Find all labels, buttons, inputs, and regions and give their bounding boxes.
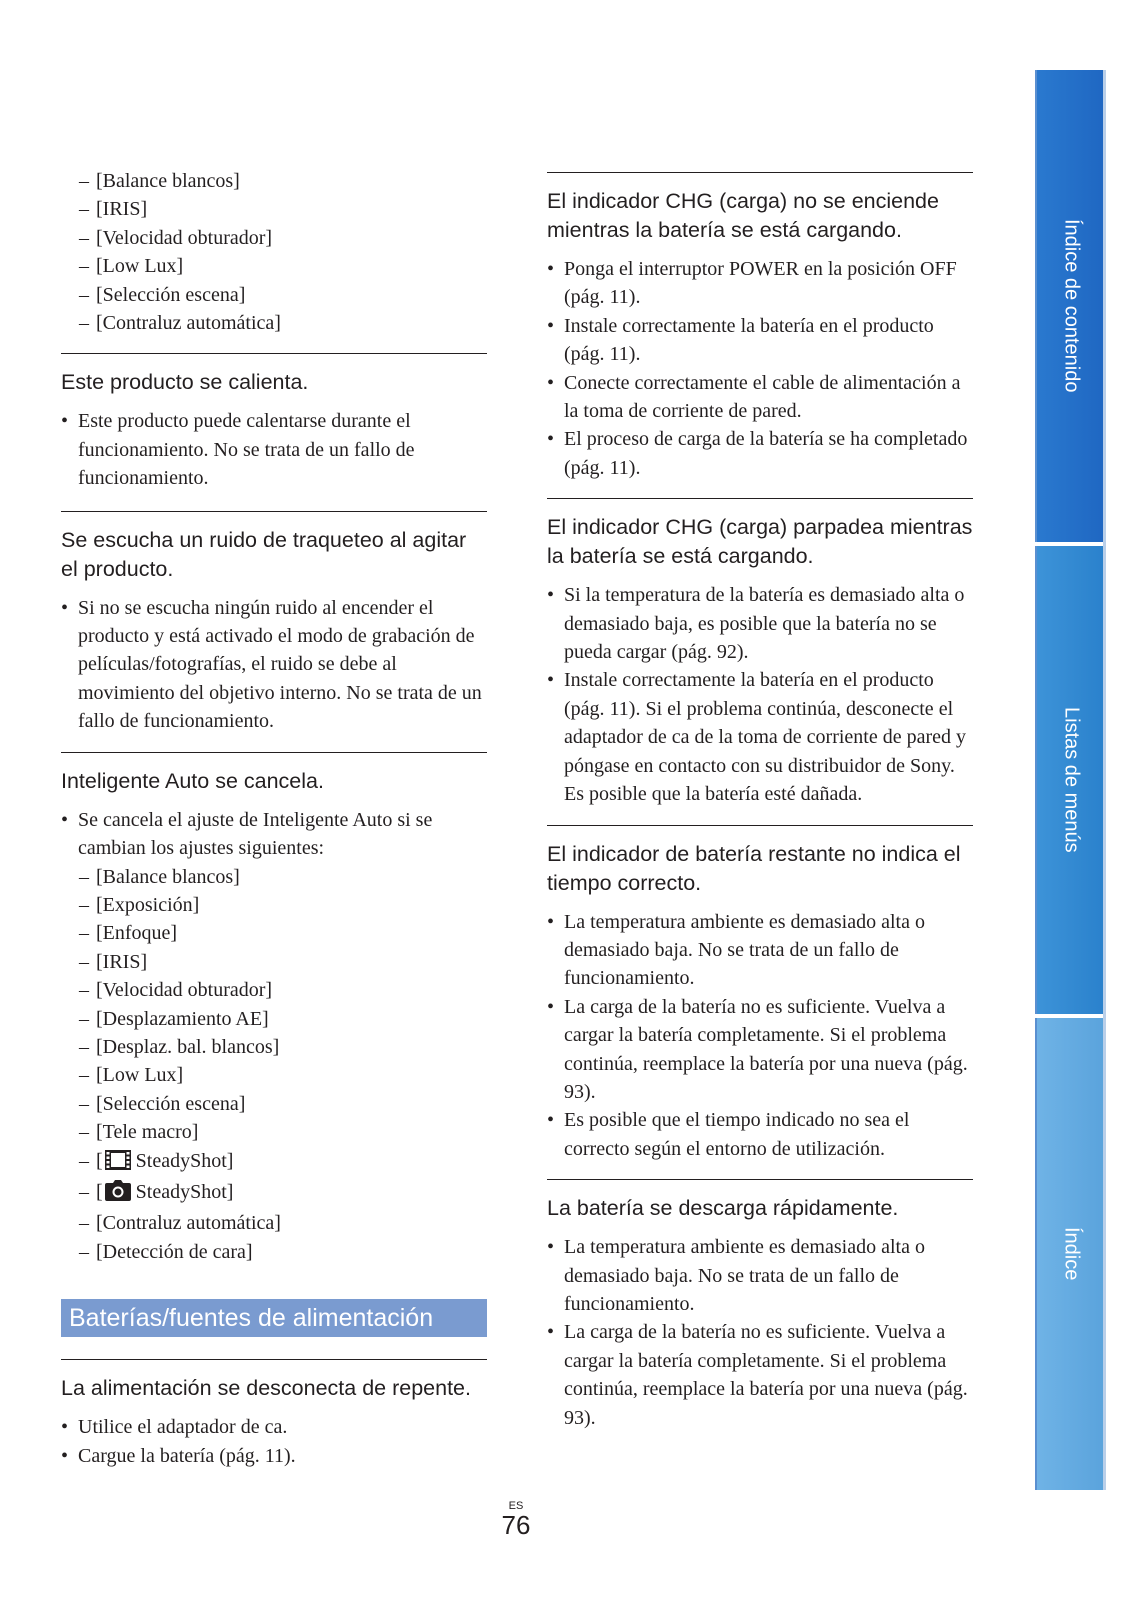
section-intelligent-auto xyxy=(61,752,487,1267)
bullet-item: • Es posible que el tiempo indicado no sea el correcto según el entorno de utilización. xyxy=(547,1106,973,1163)
section-power-off xyxy=(61,1359,487,1470)
settings-sublist xyxy=(61,863,487,1267)
list-item: – [Balance blancos] xyxy=(79,167,487,195)
section-remaining-indicator xyxy=(547,825,973,1164)
bullet-item: • La temperatura ambiente es demasiado alta o demasiado baja. No se trata de un fallo de funcionamiento. xyxy=(547,908,973,993)
list-item-photo-steadyshot: – [ SteadyShot] xyxy=(79,1178,487,1209)
tab-label: Índice de contenido xyxy=(1060,219,1083,393)
steadyshot-label: SteadyShot] xyxy=(135,1180,234,1203)
section-heats-up xyxy=(61,353,487,492)
list-item: – [IRIS] xyxy=(79,948,487,976)
bullet-item: • Si no se escucha ningún ruido al encender el producto y está activado el modo de grabación de películas/fotografías, el ruido se debe al movimiento del objetivo interno. No se trata de un fallo de funcionamiento. xyxy=(61,594,487,736)
list-item: – [Selección escena] xyxy=(79,1090,487,1118)
bullet-item: • Ponga el interruptor POWER en la posición OFF (pág. 11). xyxy=(547,255,973,312)
bullet-item: • Instale correctamente la batería en el producto (pág. 11). xyxy=(547,312,973,369)
section-title: Inteligente Auto se cancela. xyxy=(61,768,324,793)
page-number: 76 xyxy=(501,1510,531,1540)
section-title: El indicador de batería restante no indica el tiempo correcto. xyxy=(547,841,961,895)
left-column xyxy=(61,167,487,1470)
section-title: Este producto se calienta. xyxy=(61,370,309,395)
section-rattle-noise xyxy=(61,511,487,736)
list-item: – [Velocidad obturador] xyxy=(79,224,487,252)
section-title: La batería se descarga rápidamente. xyxy=(547,1196,899,1221)
bullet-item: • Utilice el adaptador de ca. xyxy=(61,1413,487,1441)
list-item: – [Balance blancos] xyxy=(79,863,487,891)
list-item: – [Low Lux] xyxy=(79,252,487,280)
list-item: – [Enfoque] xyxy=(79,919,487,947)
bullet-item: • Cargue la batería (pág. 11). xyxy=(61,1442,487,1470)
language-code: ES xyxy=(508,1500,524,1512)
bullet-item: • La temperatura ambiente es demasiado alta o demasiado baja. No se trata de un fallo de funcionamiento. xyxy=(547,1233,973,1318)
steadyshot-label: SteadyShot] xyxy=(135,1149,234,1172)
list-item: – [Low Lux] xyxy=(79,1061,487,1089)
bullet-item: • La carga de la batería no es suficiente. Vuelva a cargar la batería completamente. Si el problema continúa, reemplace la batería por una nueva (pág. 93). xyxy=(547,1318,973,1432)
list-item: – [Desplaz. bal. blancos] xyxy=(79,1033,487,1061)
bullet-item: • Instale correctamente la batería en el producto (pág. 11). Si el problema continúa, desconecte el adaptador de ca de la toma de corriente de pared y póngase en contacto con su distribuidor de Sony. Es posible que la batería esté dañada. xyxy=(547,666,973,808)
section-discharges-quickly xyxy=(547,1179,973,1432)
tab-label: Listas de menús xyxy=(1060,707,1083,853)
tab-table-of-contents[interactable] xyxy=(1035,70,1105,542)
section-title: El indicador CHG (carga) no se enciende mientras la batería se está cargando. xyxy=(547,189,939,242)
section-title: Se escucha un ruido de traqueteo al agitar el producto. xyxy=(61,527,467,581)
bullet-item: • La carga de la batería no es suficiente. Vuelva a cargar la batería completamente. Si el problema continúa, reemplace la batería por una nueva (pág. 93). xyxy=(547,993,973,1107)
bullet-item: • El proceso de carga de la batería se ha completado (pág. 11). xyxy=(547,425,973,482)
list-item: – [Tele macro] xyxy=(79,1118,487,1146)
tab-menu-lists[interactable] xyxy=(1035,546,1105,1014)
list-item: – [IRIS] xyxy=(79,195,487,223)
tab-index[interactable] xyxy=(1035,1018,1105,1490)
list-item: – [Contraluz automática] xyxy=(79,309,487,337)
section-title: El indicador CHG (carga) parpadea mientras la batería se está cargando. xyxy=(547,515,973,569)
tab-label: Índice xyxy=(1060,1227,1083,1281)
list-item: – [Detección de cara] xyxy=(79,1238,487,1266)
list-item: – [Velocidad obturador] xyxy=(79,976,487,1004)
bullet-item: • Este producto puede calentarse durante el funcionamiento. No se trata de un fallo de funcionamiento. xyxy=(61,407,487,492)
section-title: La alimentación se desconecta de repente. xyxy=(61,1376,471,1401)
bullet-item: • Si la temperatura de la batería es demasiado alta o demasiado baja, es posible que la batería no se pueda cargar (pág. 92). xyxy=(547,581,973,666)
list-item: – [Contraluz automática] xyxy=(79,1209,487,1237)
section-banner-batteries: Baterías/fuentes de alimentación xyxy=(61,1299,487,1337)
right-column xyxy=(547,172,973,1432)
bullet-item: • Conecte correctamente el cable de alimentación a la toma de corriente de pared. xyxy=(547,369,973,426)
top-dash-list xyxy=(61,167,487,337)
section-chg-not-lit xyxy=(547,172,973,482)
bullet-item: • Se cancela el ajuste de Inteligente Auto si se cambian los ajustes siguientes: xyxy=(61,806,487,863)
tab-edge-strip xyxy=(1103,70,1106,1490)
camera-icon xyxy=(105,1180,131,1209)
list-item: – [Desplazamiento AE] xyxy=(79,1005,487,1033)
movie-film-icon xyxy=(105,1150,131,1178)
list-item-movie-steadyshot: – [ SteadyShot] xyxy=(79,1147,487,1178)
list-item: – [Exposición] xyxy=(79,891,487,919)
section-chg-blinks xyxy=(547,498,973,808)
list-item: – [Selección escena] xyxy=(79,281,487,309)
